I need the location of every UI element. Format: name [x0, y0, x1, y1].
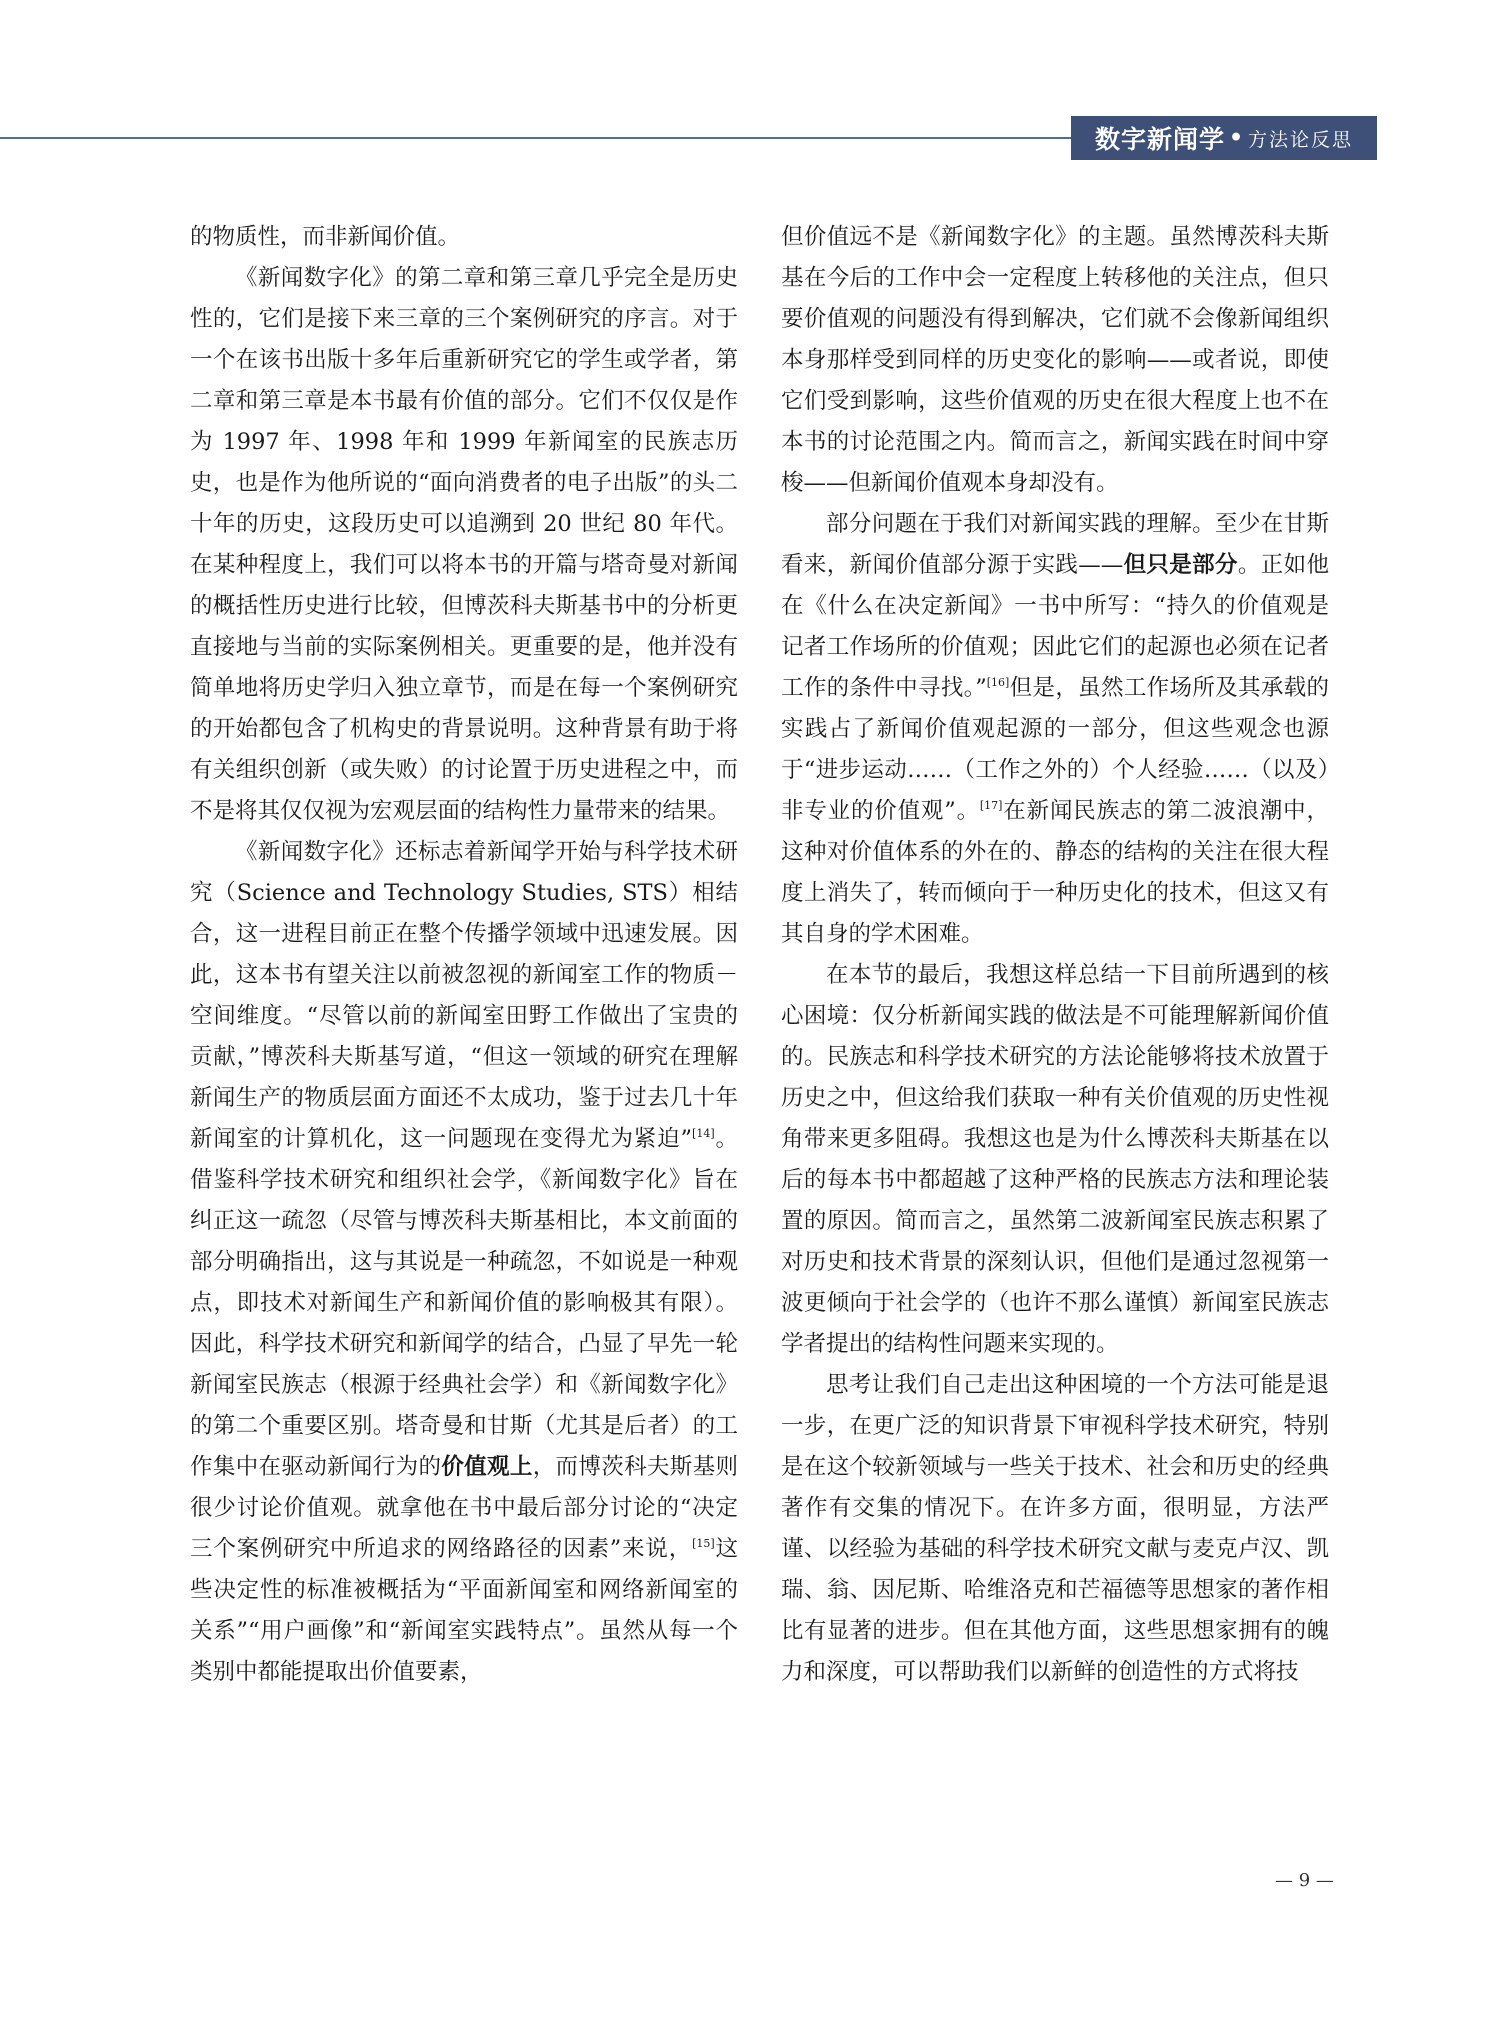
- paragraph: 但价值远不是《新闻数字化》的主题。虽然博茨科夫斯基在今后的工作中会一定程度上转移他的关注点，但只要价值观的问题没有得到解决，它们就不会像新闻组织本身那样受到同样的历史变化的影响——或者说，即使它们受到影响，这些价值观的历史在很大程度上也不在本书的讨论范围之内。简而言之，新闻实践在时间中穿梭——但新闻价值观本身却没有。: [781, 224, 1329, 496]
- header-separator: •: [1228, 125, 1245, 151]
- footnote-ref: [16]: [986, 676, 1010, 689]
- footnote-ref: [14]: [692, 1127, 715, 1140]
- paragraph: [781, 504, 1329, 955]
- text-run: 。正如他在《什么在决定新闻》一书中所写：“持久的价值观是记者工作场所的价值观；因此它们的起源也必须在记者工作的条件中寻找。”: [781, 552, 1329, 701]
- header-rule: [0, 137, 1071, 139]
- paragraph: 的物质性，而非新闻价值。: [190, 224, 461, 250]
- paragraph: 在本节的最后，我想这样总结一下目前所遇到的核心困境：仅分析新闻实践的做法是不可能理解新闻价值的。民族志和科学技术研究的方法论能够将技术放置于历史之中，但这给我们获取一种有关价值观的历史性视角带来更多阻碍。我想这也是为什么博茨科夫斯基在以后的每本书中都超越了这种严格的民族志方法和理论装置的原因。简而言之，虽然第二波新闻室民族志积累了对历史和技术背景的深刻认识，但他们是通过忽视第一波更倾向于社会学的（也许不那么谨慎）新闻室民族志学者提出的结构性问题来实现的。: [781, 962, 1329, 1357]
- running-header: [1071, 116, 1377, 160]
- paragraph: 《新闻数字化》的第二章和第三章几乎完全是历史性的，它们是接下来三章的三个案例研究的序言。对于一个在该书出版十多年后重新研究它的学生或学者，第二章和第三章是本书最有价值的部分。它们不仅仅是作为 1997 年、1998 年和 1999 年新闻室的民族志历史，也是作为他所说的“面向消费者的电子出版”的头二十年的历史，这段历史可以追溯到 20 世纪 80 年代。在某种程度上，我们可以将本书的开篇与塔奇曼对新闻的概括性历史进行比较，但博茨科夫斯基书中的分析更直接地与当前的实际案例相关。更重要的是，他并没有简单地将历史学归入独立章节，而是在每一个案例研究的开始都包含了机构史的背景说明。这种背景有助于将有关组织创新（或失败）的讨论置于历史进程之中，而不是将其仅仅视为宏观层面的结构性力量带来的结果。: [190, 265, 738, 824]
- emphasis-text: 但只是部分: [1123, 552, 1238, 578]
- paragraph: [190, 832, 738, 1693]
- text-run: 。借鉴科学技术研究和组织社会学，《新闻数字化》旨在纠正这一疏忽（尽管与博茨科夫斯基相比，本文前面的部分明确指出，这与其说是一种疏忽，不如说是一种观点，即技术对新闻生产和新闻价值的影响极其有限）。因此，科学技术研究和新闻学的结合，凸显了早先一轮新闻室民族志（根源于经典社会学）和《新闻数字化》的第二个重要区别。塔奇曼和甘斯（尤其是后者）的工作集中在驱动新闻行为的: [190, 1126, 738, 1480]
- right-column: [781, 217, 1329, 1693]
- journal-title: 数字新闻学: [1094, 125, 1225, 154]
- left-column: [190, 217, 738, 1693]
- emphasis-text: 价值观上: [441, 1454, 533, 1480]
- paragraph: 思考让我们自己走出这种困境的一个方法可能是退一步，在更广泛的知识背景下审视科学技术研究，特别是在这个较新领域与一些关于技术、社会和历史的经典著作有交集的情况下。在许多方面，很明显，方法严谨、以经验为基础的科学技术研究文献与麦克卢汉、凯瑞、翁、因尼斯、哈维洛克和芒福德等思想家的著作相比有显著的进步。但在其他方面，这些思想家拥有的魄力和深度，可以帮助我们以新鲜的创造性的方式将技: [781, 1372, 1329, 1685]
- text-run: 《新闻数字化》还标志着新闻学开始与科学技术研究（Science and Technology Studies, STS）相结合，这一进程目前正在整个传播学领域中迅速发展。因此，这本书有望关注以前被忽视的新闻室工作的物质－空间维度。“尽管以前的新闻室田野工作做出了宝贵的贡献，”博茨科夫斯基写道，“但这一领域的研究在理解新闻生产的物质层面方面还不太成功，鉴于过去几十年新闻室的计算机化，这一问题现在变得尤为紧迫”: [190, 839, 738, 1152]
- text-run: 但是，虽然工作场所及其承载的实践占了新闻价值观起源的一部分，但这些观念也源于“进步运动……（工作之外的）个人经验……（以及）非专业的价值观”。: [781, 675, 1329, 824]
- text-run: 在新闻民族志的第二波浪潮中，这种对价值体系的外在的、静态的结构的关注在很大程度上消失了，转而倾向于一种历史化的技术，但这又有其自身的学术困难。: [781, 798, 1329, 947]
- page-number: — 9 —: [1275, 1870, 1334, 1891]
- text-run: 部分问题在于我们对新闻实践的理解。至少在甘斯看来，新闻价值部分源于实践——: [781, 511, 1329, 578]
- section-title: 方法论反思: [1248, 128, 1354, 151]
- footnote-ref: [17]: [979, 799, 1003, 812]
- text-run: 这些决定性的标准被概括为“平面新闻室和网络新闻室的关系”“用户画像”和“新闻室实践特点”。虽然从每一个类别中都能提取出价值要素，: [190, 1536, 738, 1685]
- footnote-ref: [15]: [692, 1537, 715, 1550]
- text-run: ，而博茨科夫斯基则很少讨论价值观。就拿他在书中最后部分讨论的“决定三个案例研究中所追求的网络路径的因素”来说，: [190, 1454, 738, 1562]
